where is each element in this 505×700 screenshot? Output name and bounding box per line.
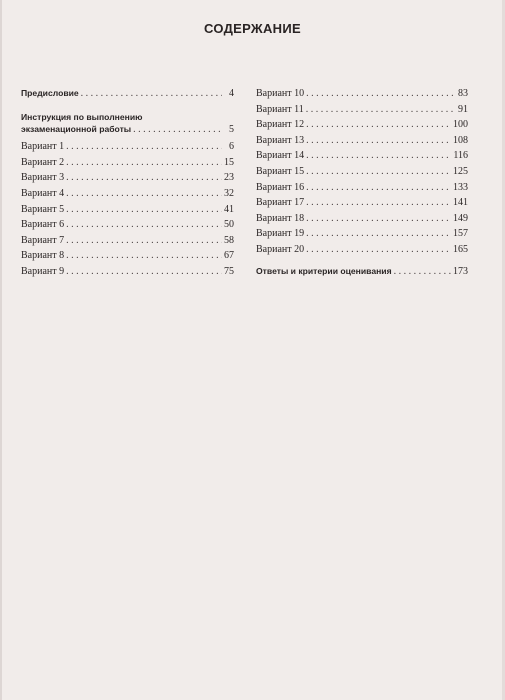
toc-entry-variant[interactable] (256, 88, 468, 104)
toc-entry-page: 41 (224, 203, 234, 215)
toc-entry-instruction[interactable] (21, 112, 234, 140)
dot-leader (306, 244, 451, 255)
toc-entry-variant[interactable] (256, 135, 468, 151)
dot-leader (66, 157, 222, 168)
toc-entry-label-line1: Инструкция по выполнению (21, 111, 143, 122)
toc-entry-label: Ответы и критерии оценивания (256, 265, 392, 276)
toc-entry-label: Вариант 15 (256, 165, 305, 177)
toc-entry-label: Вариант 17 (256, 197, 305, 209)
toc-entry-label: Вариант 3 (21, 172, 65, 184)
dot-leader (306, 88, 456, 99)
toc-entry-page: 173 (453, 265, 468, 277)
dot-leader (133, 124, 222, 135)
toc-entry-preface[interactable] (21, 88, 234, 104)
dot-leader (306, 166, 451, 177)
toc-entry-variant[interactable] (21, 204, 234, 220)
toc-entry-page: 4 (229, 88, 234, 99)
dot-leader (66, 172, 222, 183)
toc-entry-label: Вариант 7 (21, 234, 65, 246)
toc-entry-label: Вариант 2 (21, 156, 65, 168)
toc-entry-page: 149 (453, 212, 468, 224)
toc-entry-answers[interactable] (256, 266, 468, 282)
dot-leader (306, 150, 451, 161)
toc-entry-variant[interactable] (21, 141, 234, 157)
toc-entry-variant[interactable] (21, 172, 234, 188)
toc-entry-label: Вариант 9 (21, 265, 65, 277)
dot-leader (66, 219, 222, 230)
toc-entry-variant[interactable] (21, 219, 234, 235)
toc-entry-page: 133 (453, 181, 468, 193)
toc-entry-page: 6 (229, 141, 234, 153)
page-title: СОДЕРЖАНИЕ (204, 21, 301, 36)
toc-entry-page: 23 (224, 172, 234, 184)
toc-entry-label: Вариант 5 (21, 203, 65, 215)
dot-leader (306, 228, 451, 239)
dot-leader (66, 204, 222, 215)
toc-entry-label: Вариант 10 (256, 88, 305, 99)
toc-entry-page: 32 (224, 187, 234, 199)
toc-entry-page: 100 (453, 119, 468, 131)
toc-entry-variant[interactable] (21, 266, 234, 282)
toc-entry-variant[interactable] (256, 213, 468, 229)
dot-leader (66, 235, 222, 246)
toc-entry-variant[interactable] (256, 119, 468, 135)
toc-entry-page: 157 (453, 228, 468, 240)
toc-entry-label: Вариант 4 (21, 187, 65, 199)
toc-entry-page: 116 (453, 150, 468, 162)
dot-leader (306, 182, 451, 193)
dot-leader (306, 213, 451, 224)
toc-entry-page: 125 (453, 165, 468, 177)
toc-entry-page: 50 (224, 219, 234, 231)
toc-entry-page: 91 (458, 103, 468, 115)
dot-leader (394, 266, 451, 277)
toc-entry-variant[interactable] (256, 150, 468, 166)
dot-leader (66, 141, 222, 152)
toc-entry-label: Вариант 16 (256, 181, 305, 193)
toc-entry-variant[interactable] (21, 235, 234, 251)
dot-leader (66, 266, 222, 277)
dot-leader (306, 135, 451, 146)
dot-leader (66, 250, 222, 261)
toc-entry-label: Вариант 13 (256, 134, 305, 146)
toc-entry-variant[interactable] (21, 157, 234, 173)
toc-entry-page: 58 (224, 234, 234, 246)
toc-entry-variant[interactable] (21, 188, 234, 204)
toc-entry-page: 108 (453, 134, 468, 146)
toc-entry-page: 83 (458, 88, 468, 99)
toc-entry-page: 75 (224, 265, 234, 277)
dot-leader (306, 197, 451, 208)
toc-variant-list-left (21, 141, 234, 281)
dot-leader (81, 88, 222, 99)
dot-leader (306, 119, 451, 130)
toc-entry-variant[interactable] (256, 182, 468, 198)
toc-entry-label: Предисловие (21, 88, 79, 98)
dot-leader (306, 104, 456, 115)
toc-entry-variant[interactable] (256, 228, 468, 244)
toc-variant-list-right (256, 88, 468, 260)
toc-entry-variant[interactable] (256, 166, 468, 182)
toc-entry-label: Вариант 12 (256, 119, 305, 131)
toc-entry-page: 67 (224, 250, 234, 262)
dot-leader (66, 188, 222, 199)
toc-entry-variant[interactable] (256, 197, 468, 213)
toc-entry-page: 15 (224, 156, 234, 168)
toc-entry-label: Вариант 11 (256, 103, 304, 115)
toc-entry-label: Вариант 6 (21, 219, 65, 231)
toc-entry-label: Вариант 20 (256, 243, 305, 255)
toc-entry-variant[interactable] (256, 104, 468, 120)
toc-entry-label: Вариант 1 (21, 141, 65, 153)
toc-entry-label: Вариант 14 (256, 150, 305, 162)
toc-entry-variant[interactable] (21, 250, 234, 266)
toc-left-column (21, 88, 234, 282)
toc-entry-label-line2: экзаменационной работы (21, 123, 132, 134)
toc-right-column (256, 88, 468, 281)
toc-entry-label: Вариант 18 (256, 212, 305, 224)
toc-entry-label: Вариант 19 (256, 228, 305, 240)
toc-entry-label: Вариант 8 (21, 250, 65, 262)
toc-entry-page: 165 (453, 243, 468, 255)
toc-entry-variant[interactable] (256, 244, 468, 260)
toc-entry-page: 141 (453, 197, 468, 209)
toc-entry-page: 5 (229, 123, 234, 135)
